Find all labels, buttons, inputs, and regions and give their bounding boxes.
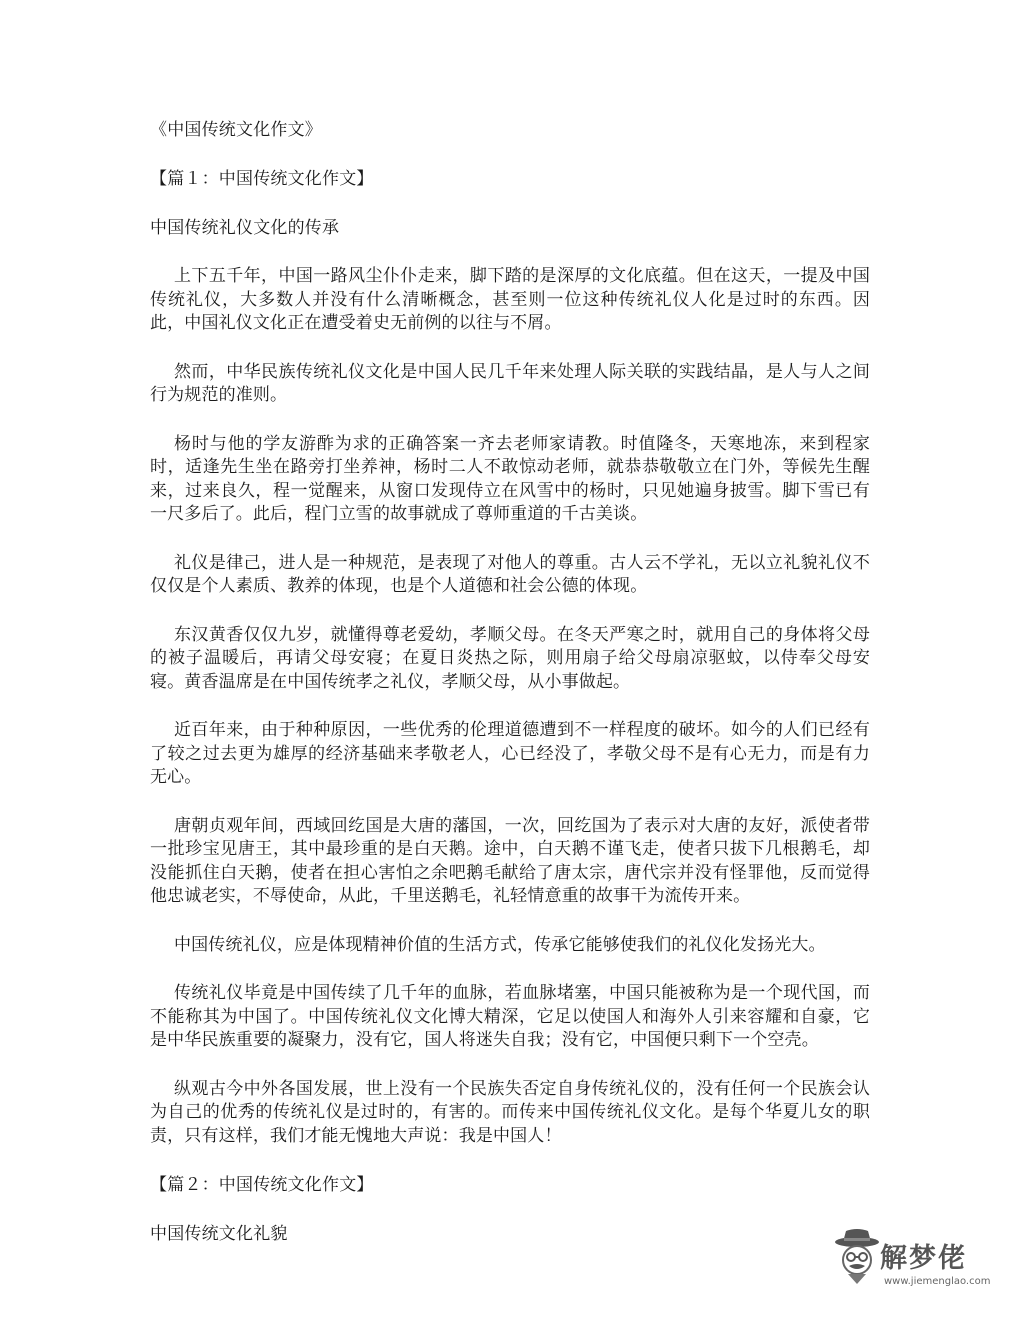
section-1-subtitle: 中国传统礼仪文化的传承 bbox=[150, 218, 340, 238]
watermark-brand: 解梦佬 bbox=[880, 1243, 967, 1274]
paragraph: 礼仪是律己，进人是一种规范，是表现了对他人的尊重。古人云不学礼，无以立礼貌礼仪不仅仅是个人素质、教养的体现，也是个人道德和社会公德的体现。 bbox=[150, 552, 870, 596]
paragraph: 唐朝贞观年间，西域回纥国是大唐的藩国，一次，回纥国为了表示对大唐的友好，派使者带一批珍宝见唐王，其中最珍重的是白天鹅。途中，白天鹅不谨飞走，使者只拔下几根鹅毛，却没能抓住白天鹅，使者在担心害怕之余吧鹅毛献给了唐太宗，唐代宗并没有怪罪他，反而觉得他忠诚老实，不辱使命，从此，千里送鹅毛，礼轻情意重的故事干为流传开来。 bbox=[150, 815, 870, 906]
section-2-heading: 【篇２：中国传统文化作文】 bbox=[150, 1175, 374, 1195]
detective-face-icon bbox=[832, 1228, 882, 1288]
section-2-subtitle: 中国传统文化礼貌 bbox=[150, 1224, 288, 1244]
paragraph: 纵观古今中外各国发展，世上没有一个民族失否定自身传统礼仪的，没有任何一个民族会认为自己的优秀的传统礼仪是过时的，有害的。而传来中国传统礼仪文化。是每个华夏儿女的职责，只有这样，我们才能无愧地大声说：我是中国人！ bbox=[150, 1078, 870, 1146]
paragraph: 近百年来，由于种种原因，一些优秀的伦理道德遭到不一样程度的破坏。如今的人们已经有了较之过去更为雄厚的经济基础来孝敬老人，心已经没了，孝敬父母不是有心无力，而是有力无心。 bbox=[150, 720, 870, 787]
watermark-url: www.jiemenglao.com bbox=[884, 1276, 991, 1287]
paragraph: 东汉黄香仅仅九岁，就懂得尊老爱幼，孝顺父母。在冬天严寒之时，就用自己的身体将父母的被子温暖后，再请父母安寝；在夏日炎热之际，则用扇子给父母扇凉驱蚊，以侍奉父母安寝。黄香温席是在中国传统孝之礼仪，孝顺父母，从小事做起。 bbox=[150, 624, 870, 692]
document-page bbox=[150, 118, 870, 1271]
document-title: 《中国传统文化作文》 bbox=[150, 120, 322, 140]
section-1-heading: 【篇１：中国传统文化作文】 bbox=[150, 169, 374, 189]
paragraph: 上下五千年，中国一路风尘仆仆走来，脚下踏的是深厚的文化底蕴。但在这天，一提及中国传统礼仪，大多数人并没有什么清晰概念，甚至则一位这种传统礼仪人化是过时的东西。因此，中国礼仪文化正在遭受着史无前例的以往与不屑。 bbox=[150, 266, 870, 333]
paragraph: 传统礼仪毕竟是中国传续了几千年的血脉，若血脉堵塞，中国只能被称为是一个现代国，而不能称其为中国了。中国传统礼仪文化博大精深，它足以使国人和海外人引来容耀和自豪，它是中华民族重要的凝聚力，没有它，国人将迷失自我；没有它，中国便只剩下一个空壳。 bbox=[150, 983, 870, 1050]
paragraph: 中国传统礼仪，应是体现精神价值的生活方式，传承它能够使我们的礼仪化发扬光大。 bbox=[174, 934, 826, 955]
site-watermark bbox=[832, 1228, 1002, 1302]
paragraph: 杨时与他的学友游酢为求的正确答案一齐去老师家请教。时值隆冬，天寒地冻，来到程家时，适逢先生坐在路旁打坐养神，杨时二人不敢惊动老师，就恭恭敬敬立在门外，等候先生醒来，过来良久，程一觉醒来，从窗口发现侍立在风雪中的杨时，只见她遍身披雪。脚下雪已有一尺多后了。此后，程门立雪的故事就成了尊师重道的千古美谈。 bbox=[150, 433, 870, 524]
paragraph: 然而，中华民族传统礼仪文化是中国人民几千年来处理人际关联的实践结晶，是人与人之间行为规范的准则。 bbox=[150, 361, 870, 405]
